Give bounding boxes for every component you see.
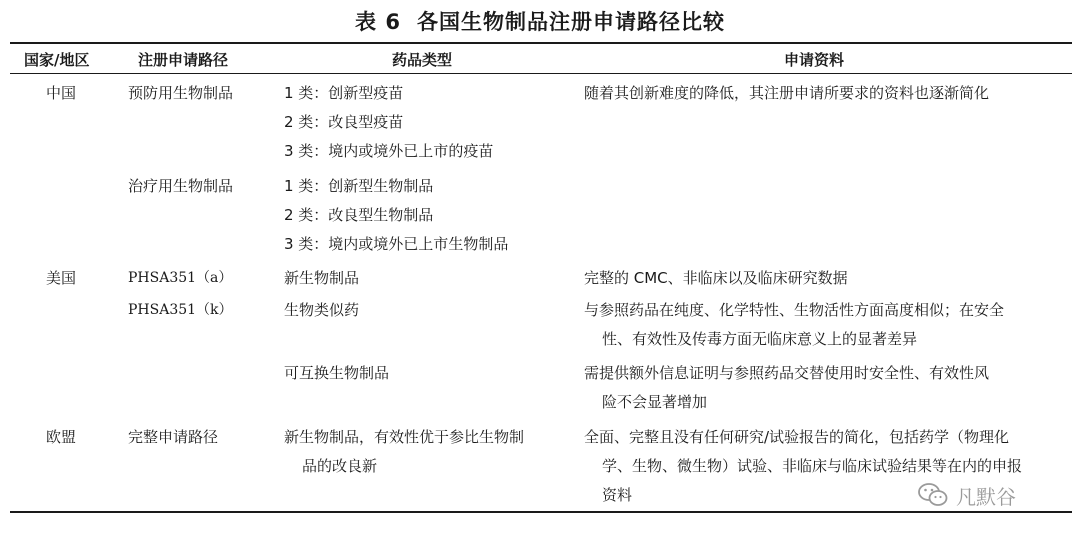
table-number: 表 6 bbox=[355, 10, 401, 34]
country-eu: 欧盟 bbox=[46, 428, 77, 446]
header-drug-type: 药品类型 bbox=[392, 51, 453, 69]
type-biosimilar: 生物类似药 bbox=[284, 301, 360, 319]
watermark bbox=[918, 478, 1048, 512]
type-line: 品的改良新 bbox=[302, 457, 378, 475]
type-item bbox=[284, 172, 508, 259]
doc-usa-k2 bbox=[584, 359, 989, 417]
header-path: 注册申请路径 bbox=[138, 51, 229, 69]
table-bottom-rule bbox=[10, 511, 1072, 513]
table-top-rule bbox=[10, 42, 1072, 44]
path-phsa-351k: PHSA351（k） bbox=[128, 302, 233, 318]
type-line: 3 类：境内或境外已上市的疫苗 bbox=[284, 142, 494, 160]
path-phsa-351a: PHSA351（a） bbox=[128, 270, 233, 286]
path-prevent-bio: 预防用生物制品 bbox=[128, 84, 234, 102]
type-line: 新生物制品，有效性优于参比生物制 bbox=[284, 428, 525, 446]
table-title bbox=[0, 6, 1080, 36]
country-usa: 美国 bbox=[46, 269, 77, 287]
type-item bbox=[284, 79, 493, 166]
type-interchangeable: 可互换生物制品 bbox=[284, 364, 390, 382]
type-line: 1 类：创新型生物制品 bbox=[284, 177, 434, 195]
path-full-application: 完整申请路径 bbox=[128, 428, 219, 446]
table-header-rule bbox=[10, 73, 1072, 74]
doc-line: 全面、完整且没有任何研究/试验报告的简化，包括药学（物理化 bbox=[584, 428, 1010, 446]
path-treat-bio: 治疗用生物制品 bbox=[128, 177, 234, 195]
doc-china: 随着其创新难度的降低，其注册申请所要求的资料也逐渐简化 bbox=[584, 84, 990, 102]
type-line: 1 类：创新型疫苗 bbox=[284, 84, 404, 102]
doc-line: 与参照药品在纯度、化学特性、生物活性方面高度相似；在安全 bbox=[584, 301, 1005, 319]
header-documents: 申请资料 bbox=[784, 51, 845, 69]
header-country: 国家/地区 bbox=[24, 51, 90, 69]
type-line: 2 类：改良型疫苗 bbox=[284, 113, 404, 131]
doc-usa-a: 完整的 CMC、非临床以及临床研究数据 bbox=[584, 269, 848, 287]
doc-line: 需提供额外信息证明与参照药品交替使用时安全性、有效性风 bbox=[584, 364, 990, 382]
doc-usa-k bbox=[584, 296, 1004, 354]
type-eu bbox=[284, 423, 524, 481]
watermark-text: 凡默谷 bbox=[956, 484, 1016, 509]
type-line: 2 类：改良型生物制品 bbox=[284, 206, 434, 224]
doc-line: 学、生物、微生物）试验、非临床与临床试验结果等在内的申报 bbox=[602, 457, 1023, 475]
doc-line: 性、有效性及传毒方面无临床意义上的显著差异 bbox=[602, 330, 918, 348]
wechat-logo-icon bbox=[918, 482, 948, 508]
type-new-bio: 新生物制品 bbox=[284, 269, 360, 287]
type-line: 3 类：境内或境外已上市生物制品 bbox=[284, 235, 509, 253]
doc-line: 险不会显著增加 bbox=[602, 393, 708, 411]
doc-line: 资料 bbox=[602, 486, 633, 504]
country-china: 中国 bbox=[46, 84, 77, 102]
table-caption: 各国生物制品注册申请路径比较 bbox=[416, 10, 725, 34]
